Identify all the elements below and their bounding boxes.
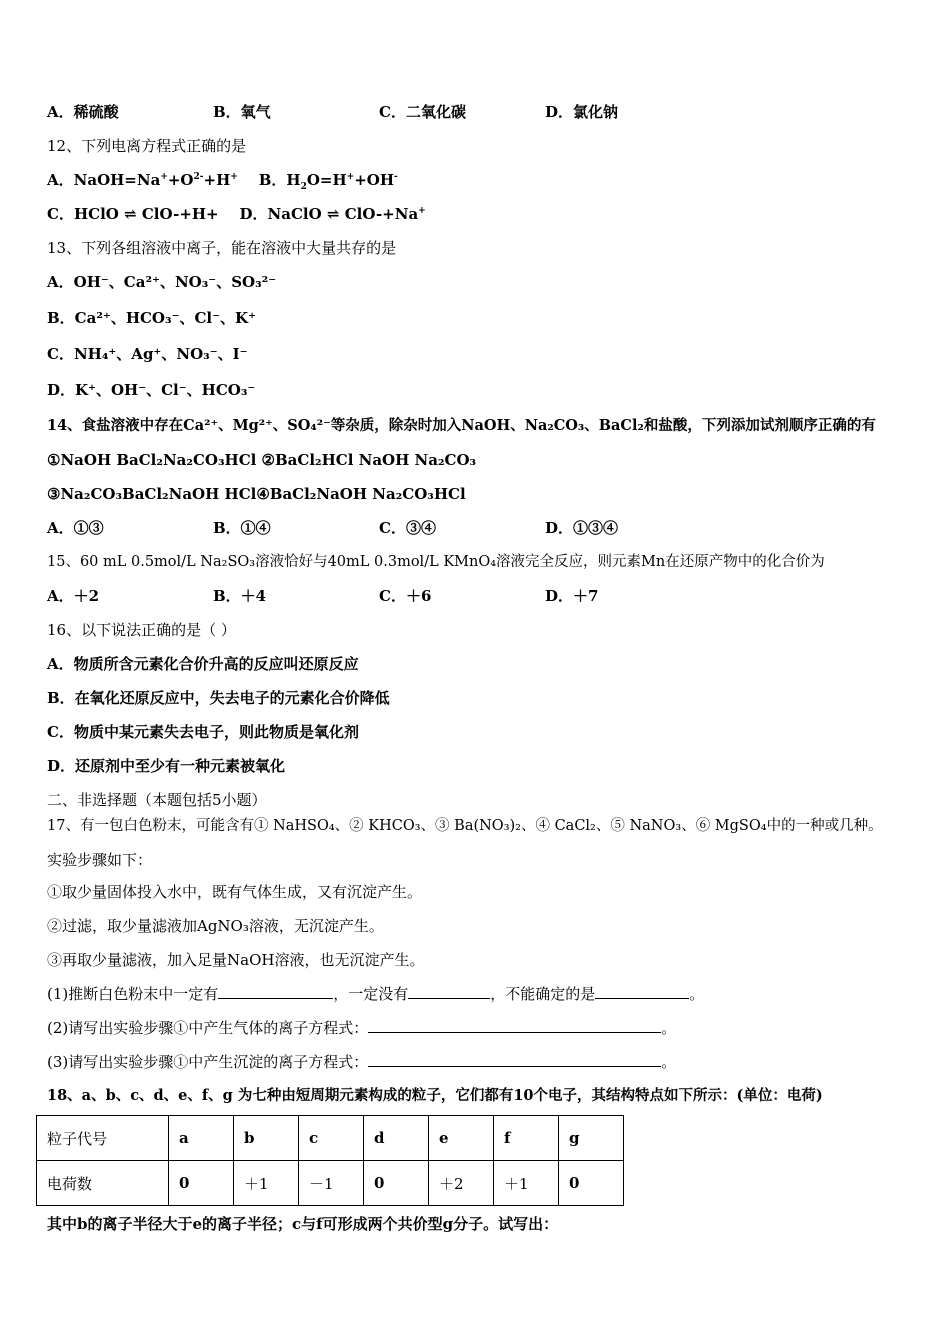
q12-d-label: D． (239, 205, 268, 223)
q14-stem: 14、食盐溶液中存在Ca²⁺、Mg²⁺、SO₄²⁻等杂质，除杂时加入NaOH、Na₂CO₃、BaCl₂和盐酸，下列添加试剂顺序正确的有 (47, 417, 876, 434)
q12-c-label: C． (47, 205, 74, 223)
q12-options-ab (47, 170, 398, 190)
q12-stem: 12、下列电离方程式正确的是 (47, 137, 247, 155)
q12-b-sup1: + (346, 172, 355, 182)
q12-d-text: NaClO ⇌ ClO-+Na (267, 205, 419, 223)
q12-d-sup: + (418, 206, 426, 216)
q17-part2-end: 。 (661, 1019, 677, 1037)
q11-option-b: B．氧气 (213, 103, 271, 121)
q16-option-a: A．物质所含元素化合价升高的反应叫还原反应 (47, 655, 359, 673)
q14-options (47, 518, 618, 538)
q17-part1-c: ，不能确定的是 (490, 985, 596, 1003)
q14-option-c: C．③④ (379, 519, 436, 537)
table-cell: f (494, 1116, 559, 1161)
table-cell: e (429, 1116, 494, 1161)
q18-stem-num: 10 (513, 1087, 534, 1104)
q12-c-text: HClO ⇌ ClO-+H+ (73, 205, 219, 223)
q16-option-c: C．物质中某元素失去电子，则此物质是氧化剂 (47, 723, 359, 741)
q16-option-d: D．还原剂中至少有一种元素被氧化 (47, 757, 286, 775)
q13-option-b: B．Ca²⁺、HCO₃⁻、Cl⁻、K⁺ (47, 309, 256, 327)
answer-blank-4[interactable] (368, 1018, 661, 1033)
answer-blank-1[interactable] (218, 984, 333, 999)
q13-option-c: C．NH₄⁺、Ag⁺、NO₃⁻、I⁻ (47, 345, 248, 363)
q15-option-c: C．＋6 (379, 587, 432, 605)
q18-stem-b: 个电子，其结构特点如下所示：(单位：电荷) (533, 1087, 823, 1104)
table-cell: a (169, 1116, 234, 1161)
q15-option-b: B．＋4 (213, 587, 267, 605)
table-cell: －1 (299, 1161, 364, 1206)
q11-option-a: A．稀硫酸 (47, 103, 119, 121)
q12-a-sup3: + (230, 172, 238, 182)
q17-part1-b: ，一定没有 (333, 985, 409, 1003)
table-cell: ＋2 (429, 1161, 494, 1206)
q18-after: 其中b的离子半径大于e的离子半径；c与f可形成两个共价型g分子。试写出： (47, 1215, 559, 1233)
q17-part3-text: (3)请写出实验步骤①中产生沉淀的离子方程式： (47, 1053, 369, 1071)
q14-option-a: A．①③ (47, 519, 104, 537)
table-cell: ＋1 (494, 1161, 559, 1206)
q13-stem: 13、下列各组溶液中离子，能在溶液中大量共存的是 (47, 239, 397, 257)
q15-options (47, 586, 598, 606)
table-cell: 电荷数 (37, 1161, 169, 1206)
q17-part3 (47, 1052, 676, 1072)
table-cell: 0 (364, 1161, 429, 1206)
q12-a-mid: +O (167, 171, 194, 189)
q17-part2 (47, 1018, 676, 1038)
q15-stem: 15、60 mL 0.5mol/L Na₂SO₃溶液恰好与40mL 0.3mol/L KMnO₄溶液完全反应，则元素Mn在还原产物中的化合价为 (47, 554, 825, 570)
q17-stem: 17、有一包白色粉末，可能含有① NaHSO₄、② KHCO₃、③ Ba(NO₃)₂、④ CaCl₂、⑤ NaNO₃、⑥ MgSO₄中的一种或几种。 (47, 818, 883, 834)
q12-b-sub: 2 (300, 182, 307, 192)
particle-table (36, 1115, 624, 1206)
table-cell: g (559, 1116, 624, 1161)
q11-option-d: D．氯化钠 (545, 103, 619, 121)
table-cell: 粒子代号 (37, 1116, 169, 1161)
q17-steps-title: 实验步骤如下： (47, 851, 153, 869)
q11-option-c: C．二氧化碳 (379, 103, 466, 121)
q15-option-a: A．＋2 (47, 587, 100, 605)
q12-a-sup2: 2- (193, 172, 204, 182)
q12-b-mid: +OH (354, 171, 394, 189)
table-cell: c (299, 1116, 364, 1161)
answer-blank-5[interactable] (368, 1052, 661, 1067)
q12-a-label: A． (47, 171, 74, 189)
q13-option-d: D．K⁺、OH⁻、Cl⁻、HCO₃⁻ (47, 381, 256, 399)
q12-a-mid2: +H (203, 171, 231, 189)
table-row (37, 1116, 624, 1161)
q14-choice-line2: ③Na₂CO₃BaCl₂NaOH HCl④BaCl₂NaOH Na₂CO₃HCl (47, 485, 466, 503)
q16-option-b: B．在氧化还原反应中，失去电子的元素化合价降低 (47, 689, 390, 707)
q17-part1-end: 。 (689, 985, 705, 1003)
table-cell: 0 (169, 1161, 234, 1206)
q12-options-cd (47, 204, 426, 224)
q12-a-text: NaOH=Na (73, 171, 161, 189)
q12-a-sup1: + (160, 172, 168, 182)
q14-choice-line1: ①NaOH BaCl₂Na₂CO₃HCl ②BaCl₂HCl NaOH Na₂CO₃ (47, 451, 477, 469)
q15-option-d: D．＋7 (545, 587, 599, 605)
q17-step2: ②过滤，取少量滤液加AgNO₃溶液，无沉淀产生。 (47, 917, 384, 935)
q13-option-a: A．OH⁻、Ca²⁺、NO₃⁻、SO₃²⁻ (47, 273, 277, 291)
q17-part1 (47, 984, 704, 1004)
q16-stem: 16、以下说法正确的是（ ） (47, 621, 236, 639)
table-cell: d (364, 1116, 429, 1161)
q11-options (47, 102, 618, 122)
q17-step1: ①取少量固体投入水中，既有气体生成，又有沉淀产生。 (47, 883, 423, 901)
answer-blank-2[interactable] (408, 984, 490, 999)
q14-option-b: B．①④ (213, 519, 271, 537)
table-cell: ＋1 (234, 1161, 299, 1206)
q17-part1-a: (1)推断白色粉末中一定有 (47, 985, 219, 1003)
table-cell: b (234, 1116, 299, 1161)
q17-part3-end: 。 (661, 1053, 677, 1071)
q18-stem (47, 1086, 823, 1106)
q12-b-label: B． (258, 171, 287, 189)
q12-b-text: O=H (306, 171, 347, 189)
table-row (37, 1161, 624, 1206)
q17-part2-text: (2)请写出实验步骤①中产生气体的离子方程式： (47, 1019, 369, 1037)
answer-blank-3[interactable] (595, 984, 689, 999)
table-cell: 0 (559, 1161, 624, 1206)
q17-step3: ③再取少量滤液，加入足量NaOH溶液，也无沉淀产生。 (47, 951, 425, 969)
section-title: 二、非选择题（本题包括5小题） (47, 791, 267, 809)
q12-b-sup2: - (394, 172, 398, 182)
q18-stem-a: 18、a、b、c、d、e、f、g 为七种由短周期元素构成的粒子，它们都有 (47, 1087, 514, 1104)
q12-b-h: H (286, 171, 301, 189)
q14-option-d: D．①③④ (545, 519, 619, 537)
